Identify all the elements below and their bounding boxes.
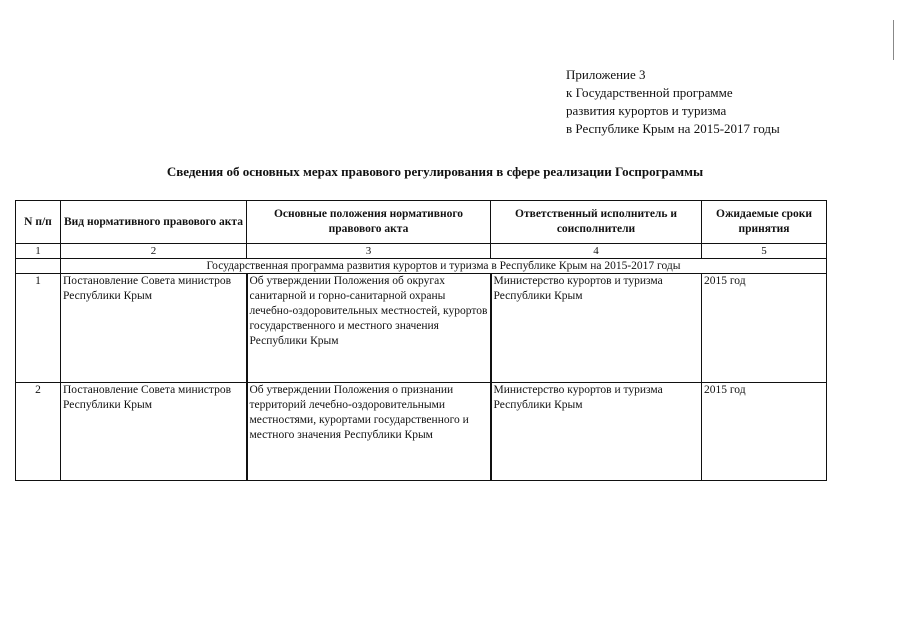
- provisions-cell: Об утверждении Положения о признании территорий лечебно-оздоровительными местностями, курортами государственного и местного значения Республики Крым: [247, 383, 491, 481]
- deadline-cell: 2015 год: [702, 274, 827, 383]
- appendix-line: развития курортов и туризма: [566, 103, 727, 118]
- executor-cell: Министерство курортов и туризма Республики Крым: [491, 383, 702, 481]
- program-row-empty-cell: [16, 259, 61, 274]
- header-provisions: Основные положения нормативного правового акта: [247, 201, 491, 244]
- appendix-line: Приложение 3: [566, 67, 646, 82]
- column-number: 3: [247, 244, 491, 259]
- column-number: 2: [61, 244, 247, 259]
- column-number: 5: [702, 244, 827, 259]
- header-deadline: Ожидаемые сроки принятия: [702, 201, 827, 244]
- table-row: [16, 383, 827, 481]
- column-number: 1: [16, 244, 61, 259]
- act-type-cell: Постановление Совета министров Республики Крым: [61, 274, 247, 383]
- document-title: Сведения об основных мерах правового регулирования в сфере реализации Госпрограммы: [166, 164, 704, 179]
- appendix-line: в Республике Крым на 2015-2017 годы: [566, 121, 780, 136]
- row-number: 1: [16, 274, 61, 383]
- row-number: 2: [16, 383, 61, 481]
- header-number: N п/п: [16, 201, 61, 244]
- executor-cell: Министерство курортов и туризма Республики Крым: [491, 274, 702, 383]
- program-name: Государственная программа развития курортов и туризма в Республике Крым на 2015-2017 годы: [61, 259, 827, 274]
- table-row: [16, 274, 827, 383]
- column-number-row: [16, 244, 827, 259]
- deadline-cell: 2015 год: [702, 383, 827, 481]
- table-header-row: [16, 201, 827, 244]
- column-number: 4: [491, 244, 702, 259]
- program-row: [16, 259, 827, 274]
- act-type-cell: Постановление Совета министров Республики Крым: [61, 383, 247, 481]
- legal-measures-table: [15, 200, 827, 481]
- provisions-cell: Об утверждении Положения об округах санитарной и горно-санитарной охраны лечебно-оздоровительных местностей, курортов государственного и местного значения Республики Крым: [247, 274, 491, 383]
- appendix-line: к Государственной программе: [566, 85, 733, 100]
- header-executor: Ответственный исполнитель и соисполнители: [491, 201, 702, 244]
- header-act-type: Вид нормативного правового акта: [61, 201, 247, 244]
- appendix-note: [566, 66, 780, 138]
- scan-margin-mark: [893, 20, 894, 60]
